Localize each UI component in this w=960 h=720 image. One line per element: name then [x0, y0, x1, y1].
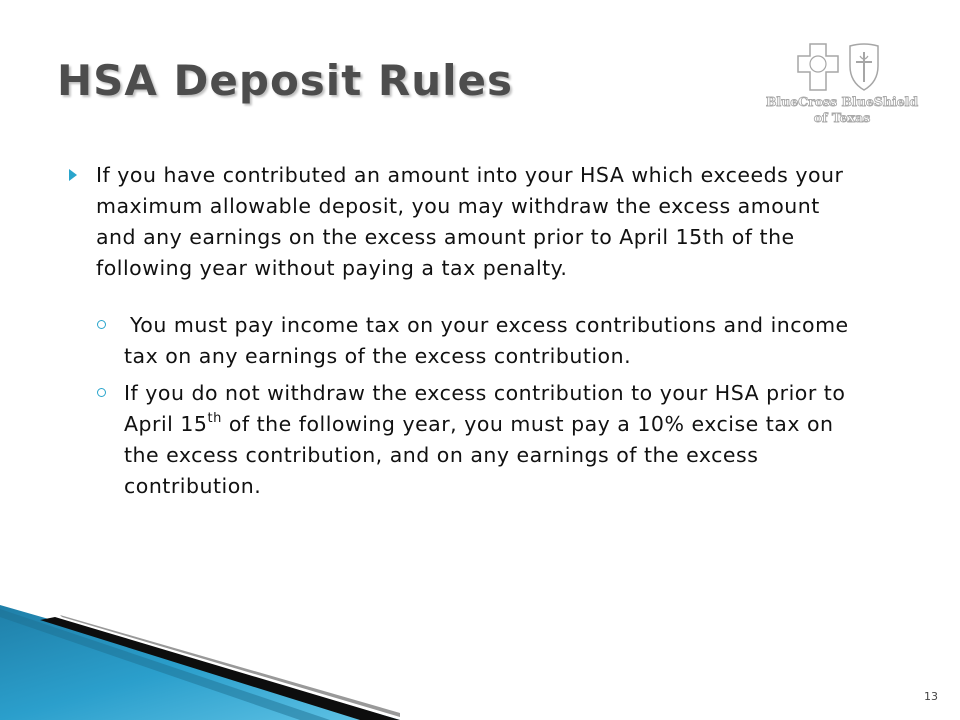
corner-decoration [0, 595, 400, 720]
bluecross-blueshield-logo [752, 40, 932, 130]
ring-bullet-icon [97, 320, 106, 329]
sub-bullet-text-after: of the following year, you must pay a 10% excise tax on the excess contribution, and on any earnings of the excess contribution. [124, 412, 834, 498]
triangle-bullet-icon [68, 169, 78, 181]
sub-bullet-text-before: If you do not withdraw the excess contribution to your HSA prior to April 15 [124, 381, 846, 436]
ring-bullet-icon [97, 388, 106, 397]
sub-bullet [97, 378, 858, 502]
slide-number: 13 [924, 690, 938, 703]
logo-line-1: BlueCross BlueShield [765, 94, 919, 109]
main-bullet [68, 160, 858, 284]
superscript-th: th [207, 411, 222, 426]
sub-bullet [97, 310, 858, 372]
bluecross-blueshield-logo-icon [796, 40, 892, 94]
slide-title: HSA Deposit Rules [57, 56, 514, 105]
main-bullet-text: If you have contributed an amount into your HSA which exceeds your maximum allowable deposit, you may withdraw the excess amount and any earnings on the excess amount prior to April 15th of the following year without paying a tax penalty. [96, 163, 844, 280]
slide-content [68, 160, 858, 508]
sub-bullet-text: You must pay income tax on your excess contributions and income tax on any earnings of the excess contribution. [124, 313, 849, 368]
logo-line-2: of Texas [813, 110, 871, 125]
